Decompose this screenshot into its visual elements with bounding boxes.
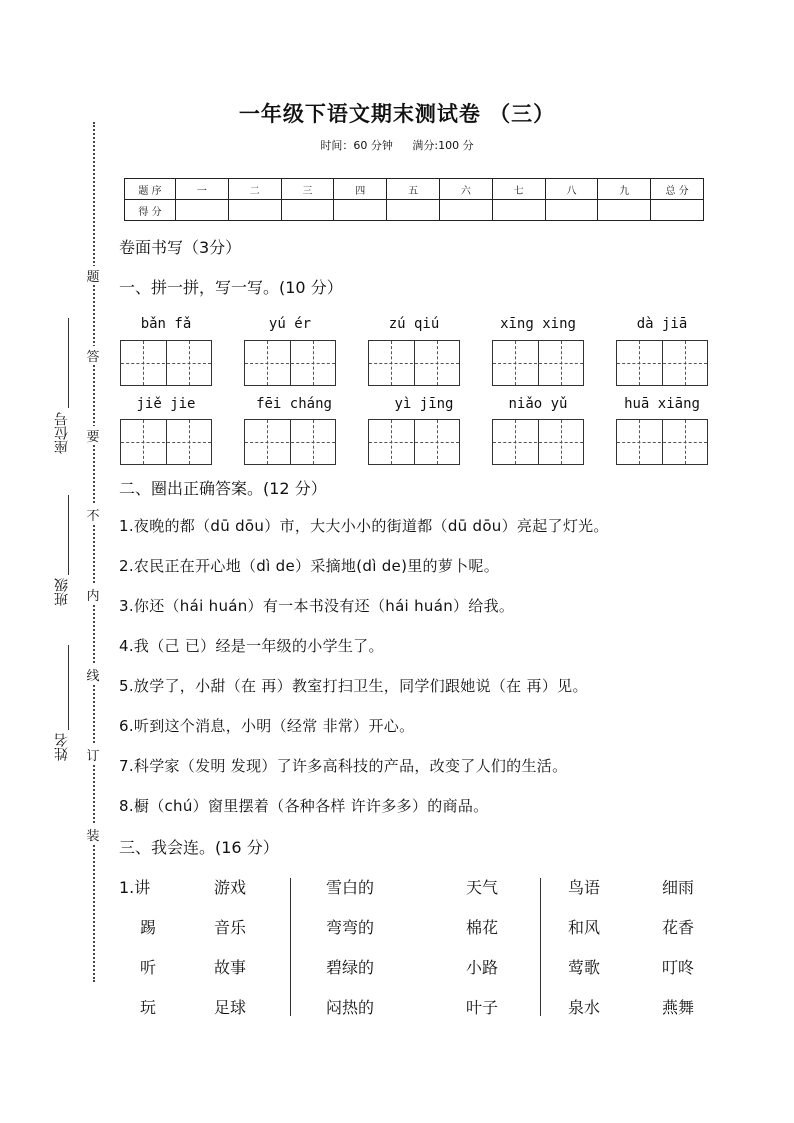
margin-char: 答 (86, 346, 100, 365)
match-word[interactable]: 听 (140, 958, 157, 977)
column-divider (290, 878, 291, 1016)
score-table-score-row (125, 200, 704, 221)
section2-title: 二、圈出正确答案。(12 分） (119, 479, 327, 498)
margin-char: 订 (86, 745, 100, 764)
section1-title: 一、拼一拼，写一写。(10 分） (119, 278, 343, 297)
question-item[interactable]: 6.听到这个消息，小明（经常 非常）开心。 (119, 717, 415, 735)
question-item[interactable]: 7.科学家（发明 发现）了许多高科技的产品，改变了人们的生活。 (119, 757, 568, 775)
score-cell[interactable] (492, 200, 545, 221)
match-word[interactable]: 莺歌 (568, 958, 601, 977)
exam-title: 一年级下语文期末测试卷 （三） (238, 102, 556, 126)
pinyin-label: yú ér (268, 316, 312, 332)
section3-title: 三、我会连。(16 分） (119, 838, 279, 857)
class-line[interactable] (68, 495, 69, 575)
pinyin-label: fēi cháng (256, 396, 332, 412)
match-word[interactable]: 鸟语 (568, 878, 601, 897)
binding-dotted-line (93, 122, 95, 982)
score-header-cell: 五 (387, 179, 440, 200)
pinyin-label: zú qiú (388, 316, 440, 332)
match-word[interactable]: 雪白的 (326, 878, 375, 897)
match-word[interactable]: 细雨 (662, 878, 695, 897)
margin-char: 不 (86, 505, 100, 524)
match-word[interactable]: 碧绿的 (326, 958, 375, 977)
margin-char: 题 (86, 266, 100, 285)
question-item[interactable]: 2.农民正在开心地（dì de）采摘地(dì de)里的萝卜呢。 (119, 557, 500, 575)
writing-grid[interactable] (244, 340, 336, 386)
pinyin-label: jiě jie (136, 396, 196, 412)
writing-grid[interactable] (492, 419, 584, 465)
match-word[interactable]: 棉花 (466, 918, 499, 937)
match-word[interactable]: 泉水 (568, 998, 601, 1017)
match-word[interactable]: 花香 (662, 918, 695, 937)
score-cell[interactable] (334, 200, 387, 221)
score-cell[interactable] (281, 200, 334, 221)
pinyin-label: dà jiā (636, 316, 688, 332)
match-word[interactable]: 故事 (214, 958, 247, 977)
score-table-header-row (125, 179, 704, 200)
writing-grid[interactable] (616, 340, 708, 386)
match-word[interactable]: 足球 (214, 998, 247, 1017)
score-cell[interactable] (228, 200, 281, 221)
match-word[interactable]: 玩 (140, 998, 157, 1017)
score-cell[interactable] (545, 200, 598, 221)
score-row-label: 得 分 (125, 200, 176, 221)
writing-grid[interactable] (368, 419, 460, 465)
match-word[interactable]: 音乐 (214, 918, 247, 937)
pinyin-label: xīng xing (500, 316, 576, 332)
exam-time: 时间：60 分钟 (320, 139, 393, 152)
class-label: 班级 (54, 578, 70, 606)
name-line[interactable] (68, 645, 69, 730)
match-word[interactable]: 叮咚 (662, 958, 695, 977)
match-word[interactable]: 闷热的 (326, 998, 375, 1017)
match-word[interactable]: 1.讲 (119, 878, 151, 897)
score-table (124, 178, 704, 221)
match-word[interactable]: 踢 (140, 918, 157, 937)
match-word[interactable]: 天气 (466, 878, 499, 897)
margin-char: 内 (86, 585, 100, 604)
score-header-cell: 题 序 (125, 179, 176, 200)
writing-grid[interactable] (120, 419, 212, 465)
writing-grid[interactable] (244, 419, 336, 465)
writing-grid[interactable] (368, 340, 460, 386)
question-item[interactable]: 8.橱（chú）窗里摆着（各种各样 许许多多）的商品。 (119, 797, 489, 815)
question-item[interactable]: 1.夜晚的都（dū dōu）市，大大小小的街道都（dū dōu）亮起了灯光。 (119, 517, 609, 535)
margin-char: 线 (86, 665, 100, 684)
score-header-cell: 总 分 (651, 179, 704, 200)
score-cell[interactable] (651, 200, 704, 221)
seat-number-line[interactable] (68, 318, 69, 408)
match-word[interactable]: 和风 (568, 918, 601, 937)
score-header-cell: 六 (439, 179, 492, 200)
match-word[interactable]: 叶子 (466, 998, 499, 1017)
score-header-cell: 八 (545, 179, 598, 200)
score-header-cell: 三 (281, 179, 334, 200)
score-cell[interactable] (387, 200, 440, 221)
exam-info (0, 137, 794, 153)
pinyin-label: bǎn fǎ (140, 316, 192, 332)
score-cell[interactable] (176, 200, 229, 221)
handwriting-section-title: 卷面书写（3分） (119, 238, 242, 257)
writing-grid[interactable] (616, 419, 708, 465)
name-label: 姓名 (54, 733, 70, 761)
writing-grid[interactable] (120, 340, 212, 386)
exam-full-score: 满分:100 分 (412, 139, 474, 152)
score-header-cell: 二 (228, 179, 281, 200)
match-word[interactable]: 弯弯的 (326, 918, 375, 937)
margin-char: 要 (86, 426, 100, 445)
question-item[interactable]: 3.你还（hái huán）有一本书没有还（hái huán）给我。 (119, 597, 515, 615)
match-word[interactable]: 燕舞 (662, 998, 695, 1017)
question-item[interactable]: 4.我（己 已）经是一年级的小学生了。 (119, 637, 384, 655)
score-header-cell: 七 (492, 179, 545, 200)
match-word[interactable]: 游戏 (214, 878, 247, 897)
question-item[interactable]: 5.放学了，小甜（在 再）教室打扫卫生，同学们跟她说（在 再）见。 (119, 677, 588, 695)
pinyin-label: yì jīng (394, 396, 454, 412)
pinyin-label: huā xiāng (624, 396, 700, 412)
seat-number-label: 座位号 (54, 412, 70, 454)
margin-char: 装 (86, 825, 100, 844)
score-header-cell: 一 (176, 179, 229, 200)
score-header-cell: 四 (334, 179, 387, 200)
column-divider (540, 878, 541, 1016)
score-cell[interactable] (598, 200, 651, 221)
score-cell[interactable] (439, 200, 492, 221)
pinyin-label: niǎo yǔ (508, 396, 568, 412)
match-word[interactable]: 小路 (466, 958, 499, 977)
writing-grid[interactable] (492, 340, 584, 386)
score-header-cell: 九 (598, 179, 651, 200)
